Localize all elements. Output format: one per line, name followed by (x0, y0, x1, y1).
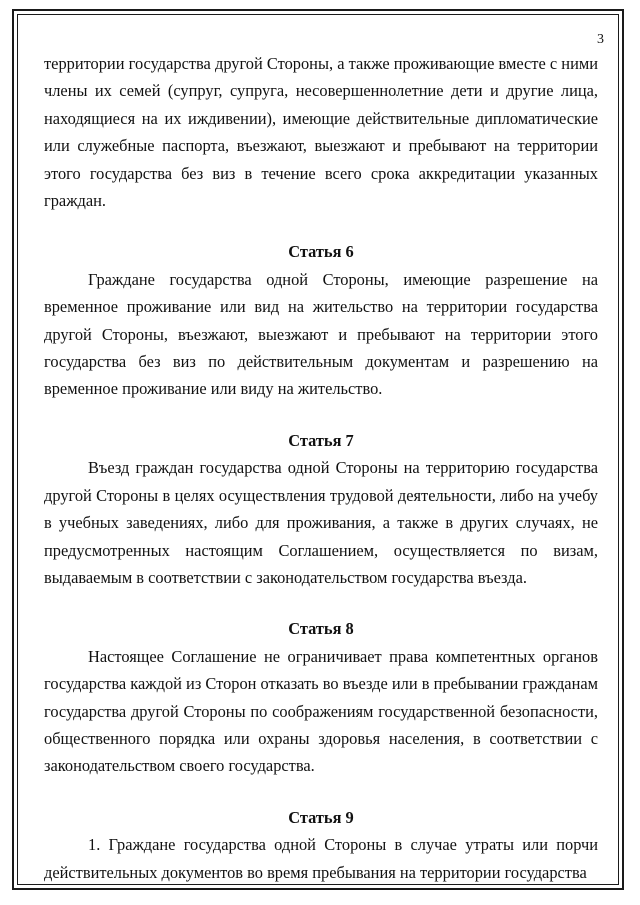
article-7-text: Въезд граждан государства одной Стороны на территорию государства другой Стороны в целях осуществления трудовой деятельности, либо на учебу в учебных заведениях, либо для проживания, а также в других случаях, не предусмотренных настоящим Соглашением, осуществляется по визам, выдаваемым в соответствии с законодательством государства въезда. (44, 458, 598, 587)
document-body (44, 50, 598, 886)
paragraph-continuation: территории государства другой Стороны, а также проживающие вместе с ними члены их семей (супруг, супруга, несовершеннолетние дети и другие лица, находящиеся на их иждивении), имеющие действительные дипломатические или служебные паспорта, въезжают, выезжают и пребывают на территории этого государства без виз в течение всего срока аккредитации указанных граждан. (44, 54, 598, 211)
article-6-heading: Статья 6 (288, 242, 354, 262)
article-9-text: 1. Граждане государства одной Стороны в случае утраты или порчи действительных документов во время пребывания на территории государства (44, 835, 598, 882)
article-9-heading: Статья 9 (288, 807, 354, 827)
article-6-text: Граждане государства одной Стороны, имеющие разрешение на временное проживание или вид на жительство на территории государства другой Стороны, въезжают, выезжают и пребывают на территории этого государства без виз по действительным документам и разрешению на временное проживание или виду на жительство. (44, 269, 598, 399)
article-7-heading: Статья 7 (288, 430, 354, 450)
page-number: 3 (597, 32, 604, 47)
article-8-heading: Статья 8 (288, 619, 354, 639)
article-8-text: Настоящее Соглашение не ограничивает права компетентных органов государства каждой из Сторон отказать во въезде или в пребывании гражданам государства другой Стороны по соображениям государственной безопасности, общественного порядка или охраны здоровья населения, в соответствии с законодательством своего государства. (44, 646, 598, 776)
